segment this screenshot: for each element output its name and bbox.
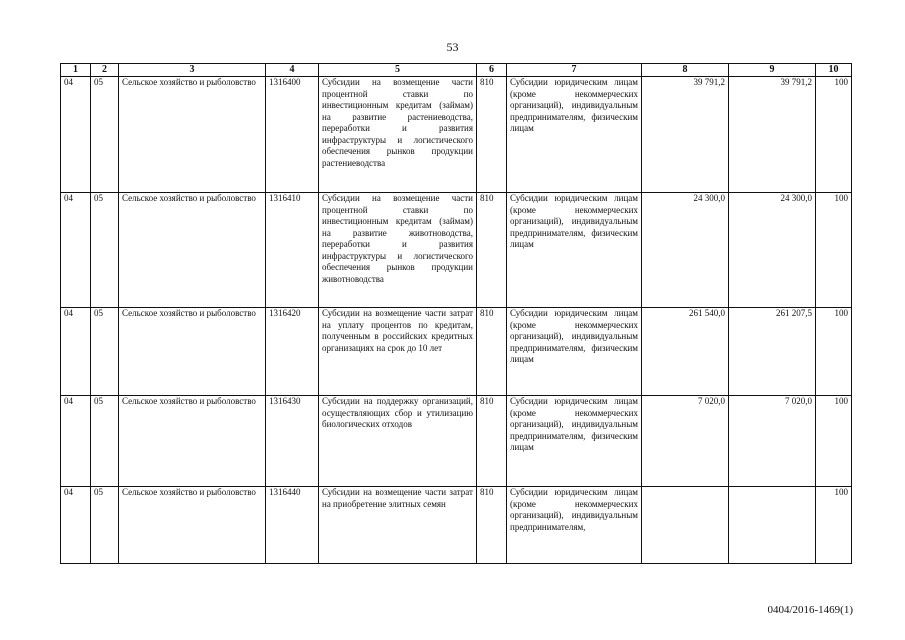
document-code: 0404/2016-1469(1) (767, 604, 853, 616)
column-header: 9 (729, 64, 816, 77)
recipient-cell: Субсидии юридическим лицам (кроме некоммерческих организаций), индивидуальным предпринимателям, физическим лицам (507, 77, 642, 193)
actual-cell: 261 207,5 (729, 308, 816, 396)
recipient-cell: Субсидии юридическим лицам (кроме некоммерческих организаций), индивидуальным предпринимателям, (507, 487, 642, 564)
column-header: 7 (507, 64, 642, 77)
percent-cell: 100 (816, 193, 852, 308)
page-number: 53 (446, 40, 459, 54)
actual-cell: 39 791,2 (729, 77, 816, 193)
subsection-cell: 05 (91, 77, 119, 193)
table-row (61, 308, 852, 396)
section-cell: 04 (61, 487, 91, 564)
code-cell: 1316430 (266, 396, 319, 487)
description-cell: Субсидии на возмещение части процентной ставки по инвестиционным кредитам (займам) на развитие животноводства, переработки и развития инфраструктуры и логистического обеспечения рынков продукции животноводства (319, 193, 477, 308)
type-cell: 810 (477, 77, 507, 193)
table-row (61, 77, 852, 193)
column-header: 1 (61, 64, 91, 77)
column-header: 4 (266, 64, 319, 77)
planned-cell: 24 300,0 (642, 193, 729, 308)
description-cell: Субсидии на возмещение части затрат на уплату процентов по кредитам, полученным в российских кредитных организациях на срок до 10 лет (319, 308, 477, 396)
section-cell: 04 (61, 396, 91, 487)
recipient-cell: Субсидии юридическим лицам (кроме некоммерческих организаций), индивидуальным предпринимателям, физическим лицам (507, 396, 642, 487)
type-cell: 810 (477, 308, 507, 396)
description-cell: Субсидии на возмещение части затрат на приобретение элитных семян (319, 487, 477, 564)
percent-cell: 100 (816, 487, 852, 564)
column-header: 2 (91, 64, 119, 77)
column-header: 8 (642, 64, 729, 77)
planned-cell (642, 487, 729, 564)
table-row (61, 487, 852, 564)
actual-cell: 7 020,0 (729, 396, 816, 487)
percent-cell: 100 (816, 77, 852, 193)
percent-cell: 100 (816, 396, 852, 487)
subsection-cell: 05 (91, 396, 119, 487)
code-cell: 1316410 (266, 193, 319, 308)
description-cell: Субсидии на поддержку организаций, осуществляющих сбор и утилизацию биологических отходов (319, 396, 477, 487)
code-cell: 1316420 (266, 308, 319, 396)
column-header: 10 (816, 64, 852, 77)
percent-cell: 100 (816, 308, 852, 396)
name-cell: Сельское хозяйство и рыболовство (119, 308, 266, 396)
planned-cell: 261 540,0 (642, 308, 729, 396)
actual-cell: 24 300,0 (729, 193, 816, 308)
section-cell: 04 (61, 193, 91, 308)
table-row (61, 396, 852, 487)
column-header: 3 (119, 64, 266, 77)
column-header: 5 (319, 64, 477, 77)
name-cell: Сельское хозяйство и рыболовство (119, 193, 266, 308)
planned-cell: 39 791,2 (642, 77, 729, 193)
table-header-row (61, 64, 852, 77)
section-cell: 04 (61, 77, 91, 193)
subsection-cell: 05 (91, 308, 119, 396)
table-row (61, 193, 852, 308)
type-cell: 810 (477, 487, 507, 564)
type-cell: 810 (477, 396, 507, 487)
code-cell: 1316400 (266, 77, 319, 193)
name-cell: Сельское хозяйство и рыболовство (119, 487, 266, 564)
subsection-cell: 05 (91, 193, 119, 308)
column-header: 6 (477, 64, 507, 77)
recipient-cell: Субсидии юридическим лицам (кроме некоммерческих организаций), индивидуальным предпринимателям, физическим лицам (507, 308, 642, 396)
section-cell: 04 (61, 308, 91, 396)
subsection-cell: 05 (91, 487, 119, 564)
name-cell: Сельское хозяйство и рыболовство (119, 77, 266, 193)
planned-cell: 7 020,0 (642, 396, 729, 487)
code-cell: 1316440 (266, 487, 319, 564)
type-cell: 810 (477, 193, 507, 308)
recipient-cell: Субсидии юридическим лицам (кроме некоммерческих организаций), индивидуальным предпринимателям, физическим лицам (507, 193, 642, 308)
actual-cell (729, 487, 816, 564)
description-cell: Субсидии на возмещение части процентной ставки по инвестиционным кредитам (займам) на развитие растениеводства, переработки и развития инфраструктуры и логистического обеспечения рынков продукции растениеводства (319, 77, 477, 193)
budget-table (60, 63, 852, 564)
name-cell: Сельское хозяйство и рыболовство (119, 396, 266, 487)
